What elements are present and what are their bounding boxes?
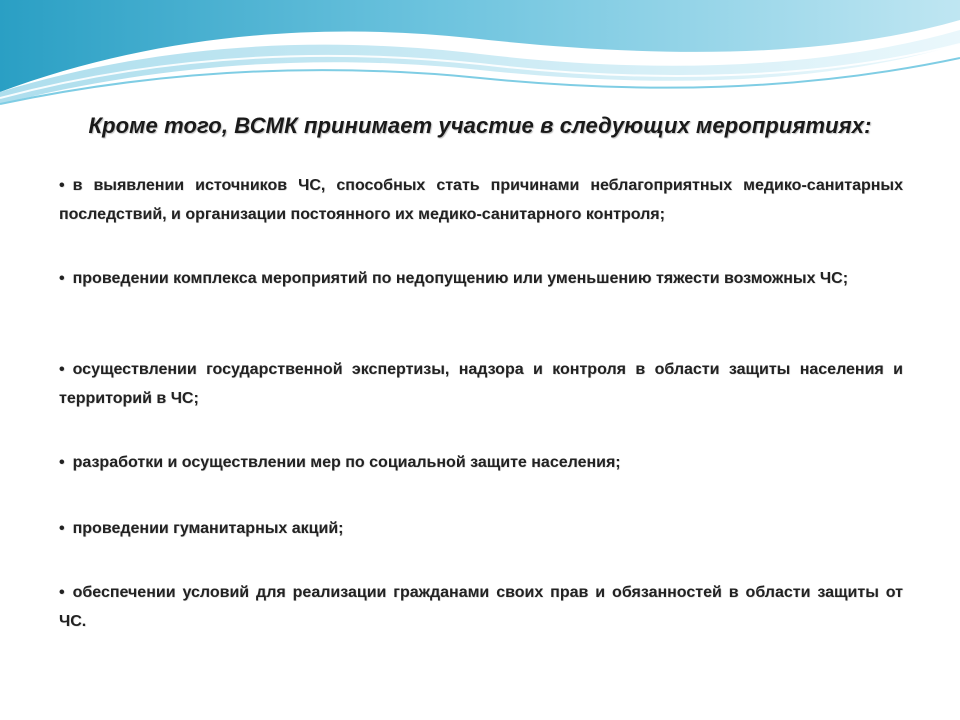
bullet-icon: • <box>59 454 65 471</box>
list-item-text: осуществлении государственной экспертизы, надзора и контроля в области защиты населения и территорий в ЧС; <box>59 361 903 407</box>
list-item <box>59 264 903 293</box>
bullet-icon: • <box>59 177 65 194</box>
bullet-icon: • <box>59 584 65 601</box>
list-item <box>59 171 903 229</box>
list-item-text: проведении гуманитарных акций; <box>72 520 344 537</box>
bullet-icon: • <box>59 361 65 378</box>
list-item <box>59 448 903 477</box>
list-item-text: обеспечении условий для реализации гражданами своих прав и обязанностей в области защиты от ЧС. <box>59 584 903 630</box>
list-item-text: в выявлении источников ЧС, способных стать причинами неблагоприятных медико-санитарных последствий, и организации постоянного их медико-санитарного контроля; <box>59 177 903 223</box>
slide-title: Кроме того, ВСМК принимает участие в следующих мероприятиях: <box>88 113 872 138</box>
list-item-text: проведении комплекса мероприятий по недопущению или уменьшению тяжести возможных ЧС; <box>72 270 849 287</box>
header-wave-decoration <box>0 0 960 110</box>
list-item-text: разработки и осуществлении мер по социальной защите населения; <box>72 454 621 471</box>
list-item <box>59 514 903 543</box>
bullet-icon: • <box>59 520 65 537</box>
list-item <box>59 578 903 636</box>
list-item <box>59 355 903 413</box>
bullet-icon: • <box>59 270 65 287</box>
